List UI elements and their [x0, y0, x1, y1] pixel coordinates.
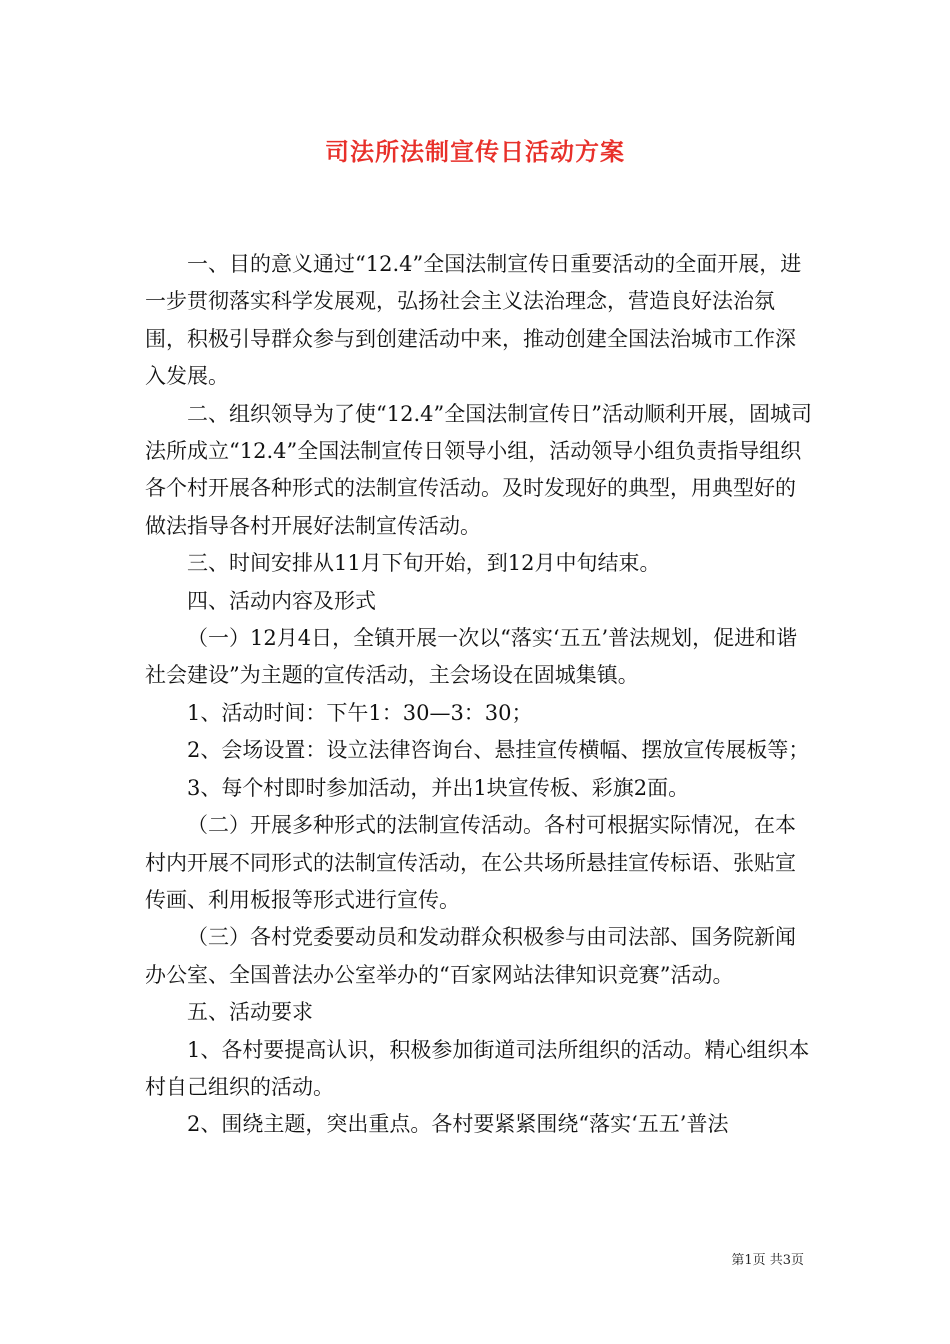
section-heading-requirements: 五、活动要求 — [187, 1000, 313, 1025]
paragraph-requirement-1: 1、各村要提高认识，积极参加街道司法所组织的活动。精心组织本村自己组织的活动。 — [145, 1037, 810, 1099]
section-heading-content: 四、活动内容及形式 — [187, 588, 376, 613]
document-title: 司法所法制宣传日活动方案 — [325, 137, 625, 166]
paragraph-activity-time: 1、活动时间：下午1：30—3：30； — [187, 700, 533, 725]
paragraph-organization: 二、组织领导为了使“12.4”全国法制宣传日”活动顺利开展，固城司法所成立“12.4”全国法制宣传日领导小组，活动领导小组负责指导组织各个村开展各种形式的法制宣传活动。及时发现好的典型，用典型好的做法指导各村开展好法制宣传活动。 — [145, 401, 812, 538]
paragraph-schedule: 三、时间安排从11月下旬开始，到12月中旬结束。 — [187, 551, 661, 576]
paragraph-village-participation: 3、每个村即时参加活动，并出1块宣传板、彩旗2面。 — [187, 775, 690, 800]
paragraph-item-2: （二）开展多种形式的法制宣传活动。各村可根据实际情况，在本村内开展不同形式的法制宣传活动，在公共场所悬挂宣传标语、张贴宣传画、利用板报等形式进行宣传。 — [145, 813, 796, 912]
paragraph-venue-setup: 2、会场设置：设立法律咨询台、悬挂宣传横幅、摆放宣传展板等； — [187, 738, 810, 763]
page-footer: 第1页 共3页 — [731, 1253, 804, 1268]
paragraph-requirement-2: 2、围绕主题，突出重点。各村要紧紧围绕“落实‘五五’普法 — [187, 1112, 729, 1137]
document-body — [145, 246, 815, 1144]
paragraph-purpose: 一、目的意义通过“12.4”全国法制宣传日重要活动的全面开展，进一步贯彻落实科学发展观，弘扬社会主义法治理念，营造良好法治氛围，积极引导群众参与到创建活动中来，推动创建全国法治城市工作深入发展。 — [145, 252, 802, 389]
paragraph-item-1: （一）12月4日，全镇开展一次以“落实‘五五’普法规划，促进和谐社会建设”为主题的宣传活动，主会场设在固城集镇。 — [145, 626, 798, 688]
paragraph-item-3: （三）各村党委要动员和发动群众积极参与由司法部、国务院新闻办公室、全国普法办公室举办的“百家网站法律知识竞赛”活动。 — [145, 925, 796, 987]
